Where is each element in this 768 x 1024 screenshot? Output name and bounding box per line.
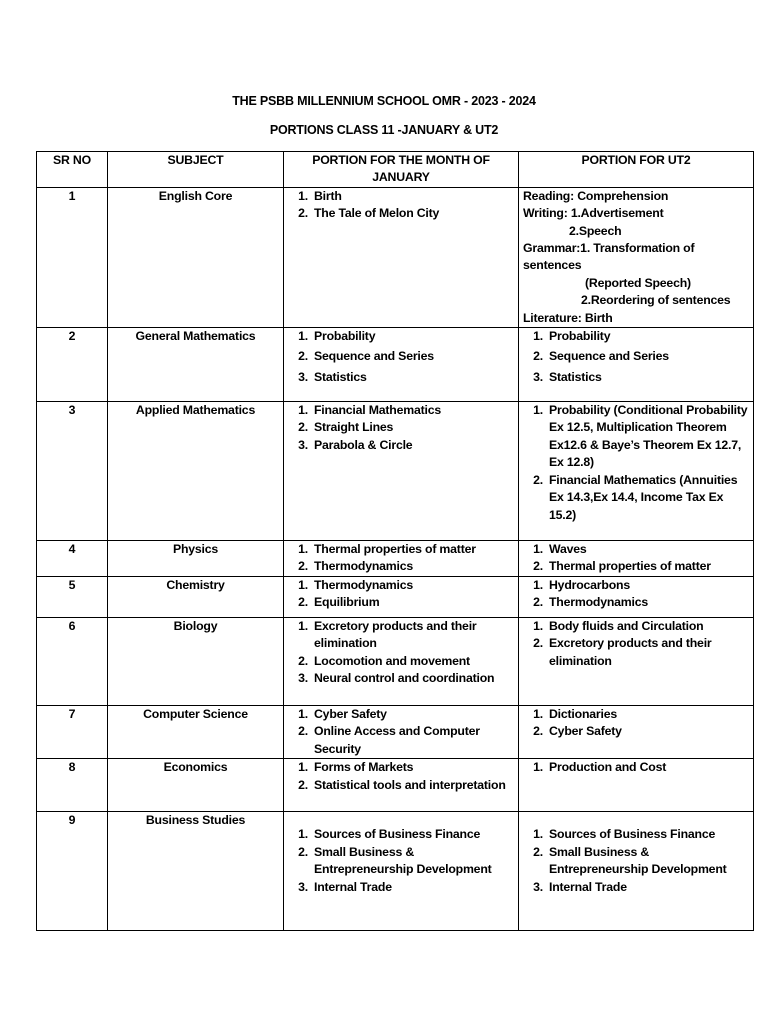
- list-item: [298, 879, 514, 896]
- ut2-text-block: [523, 188, 749, 327]
- list-item-text: Birth: [314, 188, 342, 203]
- list-item-number: 1.: [298, 707, 308, 722]
- list-item-number: 1.: [533, 329, 543, 344]
- list-item-text: The Tale of Melon City: [314, 206, 440, 221]
- numbered-list: [288, 577, 514, 612]
- list-item: [298, 759, 514, 776]
- header-ut2-portion: PORTION FOR UT2: [519, 152, 754, 188]
- ut2-portion-cell: [519, 706, 754, 759]
- subject-cell: Business Studies: [108, 812, 284, 931]
- list-item-number: 1.: [533, 707, 543, 722]
- numbered-list: [523, 618, 749, 670]
- january-portion-cell: [284, 618, 519, 706]
- ut2-portion-cell: [519, 187, 754, 327]
- portions-table: [36, 151, 754, 931]
- sr-no-cell: 3: [37, 402, 108, 541]
- subject-cell: General Mathematics: [108, 328, 284, 402]
- list-item-number: 2.: [298, 653, 308, 668]
- list-item: [298, 437, 514, 454]
- table-row: [37, 577, 754, 618]
- header-sr-no: SR NO: [37, 152, 108, 188]
- sr-no-cell: 6: [37, 618, 108, 706]
- list-item-text: Internal Trade: [314, 879, 392, 894]
- list-item-text: Forms of Markets: [314, 760, 414, 775]
- list-item-number: 3.: [533, 369, 543, 384]
- list-item-text: Cyber Safety: [549, 724, 622, 739]
- ut2-portion-cell: [519, 328, 754, 402]
- subject-cell: Applied Mathematics: [108, 402, 284, 541]
- ut2-text-line: 2.Speech: [569, 223, 622, 238]
- subject-cell: English Core: [108, 187, 284, 327]
- list-item-number: 1.: [298, 188, 308, 203]
- list-item-text: Thermodynamics: [314, 578, 414, 593]
- list-item-text: Statistics: [549, 369, 602, 384]
- numbered-list: [523, 577, 749, 612]
- subject-cell: Economics: [108, 759, 284, 812]
- list-item-number: 2.: [533, 472, 543, 487]
- subject-cell: Chemistry: [108, 577, 284, 618]
- list-item-number: 2.: [533, 724, 543, 739]
- ut2-portion-cell: [519, 812, 754, 931]
- list-item-text: Probability (Conditional Probability Ex 12.5, Multiplication Theorem Ex12.6 & Baye’s Theorem Ex 12.7, Ex 12.8): [549, 403, 748, 470]
- ut2-portion-cell: [519, 541, 754, 577]
- numbered-list: [523, 541, 749, 576]
- list-item: [298, 402, 514, 419]
- list-item-number: 2.: [533, 559, 543, 574]
- list-item-number: 2.: [298, 777, 308, 792]
- list-item: [298, 419, 514, 436]
- list-item-text: Equilibrium: [314, 595, 380, 610]
- list-item-number: 1.: [298, 403, 308, 418]
- january-portion-cell: [284, 759, 519, 812]
- list-item: [533, 402, 749, 472]
- list-item-text: Internal Trade: [549, 879, 627, 894]
- list-item-number: 1.: [533, 403, 543, 418]
- list-item-number: 2.: [298, 206, 308, 221]
- january-portion-cell: [284, 812, 519, 931]
- sr-no-cell: 1: [37, 187, 108, 327]
- sr-no-cell: 7: [37, 706, 108, 759]
- list-item-text: Thermodynamics: [314, 559, 414, 574]
- table-row: [37, 812, 754, 931]
- sr-no-cell: 2: [37, 328, 108, 402]
- list-item: [533, 706, 749, 723]
- table-row: [37, 618, 754, 706]
- list-item: [533, 558, 749, 575]
- list-item-number: 2.: [533, 349, 543, 364]
- numbered-list: [288, 759, 514, 794]
- numbered-list: [288, 826, 514, 896]
- ut2-portion-cell: [519, 759, 754, 812]
- list-item-number: 1.: [533, 619, 543, 634]
- sr-no-cell: 9: [37, 812, 108, 931]
- list-item-number: 2.: [298, 349, 308, 364]
- numbered-list: [288, 402, 514, 454]
- list-item-number: 1.: [533, 827, 543, 842]
- subject-cell: Biology: [108, 618, 284, 706]
- list-item-text: Financial Mathematics (Annuities Ex 14.3,Ex 14.4, Income Tax Ex 15.2): [549, 472, 738, 522]
- list-item: [298, 369, 514, 386]
- list-item-number: 3.: [298, 879, 308, 894]
- header-subject: SUBJECT: [108, 152, 284, 188]
- list-item: [533, 723, 749, 740]
- list-item: [533, 879, 749, 896]
- list-item-number: 2.: [298, 724, 308, 739]
- sr-no-cell: 5: [37, 577, 108, 618]
- list-item: [533, 844, 749, 879]
- list-item: [298, 577, 514, 594]
- table-row: [37, 706, 754, 759]
- sr-no-cell: 8: [37, 759, 108, 812]
- table-row: [37, 402, 754, 541]
- numbered-list: [288, 618, 514, 688]
- list-item-text: Body fluids and Circulation: [549, 619, 704, 634]
- list-item-number: 2.: [298, 844, 308, 859]
- list-item: [533, 328, 749, 345]
- list-item-text: Thermal properties of matter: [549, 559, 711, 574]
- sr-no-cell: 4: [37, 541, 108, 577]
- list-item: [298, 670, 514, 687]
- list-item-number: 2.: [298, 420, 308, 435]
- ut2-text-line: Grammar:1. Transformation of sentences: [523, 241, 695, 273]
- numbered-list: [288, 706, 514, 758]
- list-item-number: 1.: [298, 542, 308, 557]
- list-item-text: Cyber Safety: [314, 707, 387, 722]
- table-row: [37, 187, 754, 327]
- list-item-number: 2.: [533, 844, 543, 859]
- january-portion-cell: [284, 187, 519, 327]
- january-portion-cell: [284, 706, 519, 759]
- list-item: [298, 328, 514, 345]
- list-item: [298, 844, 514, 879]
- table-row: [37, 759, 754, 812]
- list-item-number: 3.: [298, 671, 308, 686]
- list-item-text: Statistical tools and interpretation: [314, 777, 506, 792]
- numbered-list: [288, 188, 514, 223]
- january-portion-cell: [284, 541, 519, 577]
- list-item: [533, 577, 749, 594]
- ut2-portion-cell: [519, 618, 754, 706]
- january-portion-cell: [284, 577, 519, 618]
- list-item: [533, 541, 749, 558]
- list-item-text: Sequence and Series: [549, 349, 669, 364]
- list-item: [533, 348, 749, 365]
- numbered-list: [288, 541, 514, 576]
- list-item-text: Thermal properties of matter: [314, 542, 476, 557]
- list-item-text: Sources of Business Finance: [314, 827, 481, 842]
- list-item-text: Excretory products and their elimination: [549, 636, 712, 668]
- list-item: [533, 369, 749, 386]
- list-item-number: 3.: [298, 437, 308, 452]
- numbered-list: [523, 328, 749, 386]
- school-title: THE PSBB MILLENNIUM SCHOOL OMR - 2023 - 2024: [232, 94, 536, 108]
- list-item-text: Waves: [549, 542, 587, 557]
- list-item-text: Probability: [314, 329, 376, 344]
- list-item-text: Statistics: [314, 369, 367, 384]
- ut2-text-line: 2.Reordering of sentences: [581, 293, 731, 308]
- list-item: [298, 348, 514, 365]
- list-item-text: Neural control and coordination: [314, 671, 495, 686]
- list-item: [298, 618, 514, 653]
- list-item: [533, 759, 749, 776]
- list-item-text: Parabola & Circle: [314, 437, 413, 452]
- list-item: [298, 826, 514, 843]
- numbered-list: [288, 328, 514, 386]
- ut2-portion-cell: [519, 402, 754, 541]
- list-item-number: 1.: [298, 827, 308, 842]
- list-item: [298, 777, 514, 794]
- ut2-text-line: Reading: Comprehension: [523, 188, 669, 203]
- table-header-row: [37, 152, 754, 188]
- list-item-text: Locomotion and movement: [314, 653, 470, 668]
- list-item-number: 1.: [533, 760, 543, 775]
- list-item-text: Online Access and Computer Security: [314, 724, 480, 756]
- list-item-text: Dictionaries: [549, 707, 617, 722]
- subject-cell: Computer Science: [108, 706, 284, 759]
- list-item: [298, 205, 514, 222]
- subject-cell: Physics: [108, 541, 284, 577]
- ut2-portion-cell: [519, 577, 754, 618]
- list-item-text: Thermodynamics: [549, 595, 649, 610]
- list-item-text: Production and Cost: [549, 760, 667, 775]
- list-item-number: 3.: [298, 369, 308, 384]
- list-item: [533, 594, 749, 611]
- list-item-number: 1.: [298, 329, 308, 344]
- list-item-text: Sources of Business Finance: [549, 827, 716, 842]
- list-item-text: Small Business & Entrepreneurship Development: [549, 844, 727, 877]
- table-row: [37, 541, 754, 577]
- ut2-text-line: (Reported Speech): [585, 275, 691, 290]
- list-item-number: 3.: [533, 879, 543, 894]
- list-item: [298, 653, 514, 670]
- list-item-number: 2.: [533, 636, 543, 651]
- numbered-list: [523, 759, 749, 776]
- january-portion-cell: [284, 402, 519, 541]
- list-item: [533, 826, 749, 843]
- list-item-number: 2.: [533, 595, 543, 610]
- list-item-number: 1.: [533, 578, 543, 593]
- list-item-number: 2.: [298, 595, 308, 610]
- numbered-list: [523, 402, 749, 524]
- list-item-text: Financial Mathematics: [314, 403, 442, 418]
- list-item: [533, 635, 749, 670]
- list-item: [533, 472, 749, 524]
- list-item-number: 1.: [298, 578, 308, 593]
- january-portion-cell: [284, 328, 519, 402]
- list-item-number: 1.: [298, 760, 308, 775]
- list-item-text: Small Business & Entrepreneurship Development: [314, 844, 492, 877]
- list-item: [533, 618, 749, 635]
- list-item-text: Excretory products and their elimination: [314, 619, 477, 651]
- list-item: [298, 723, 514, 758]
- ut2-text-line: Literature: Birth: [523, 310, 613, 325]
- list-item-text: Straight Lines: [314, 420, 394, 435]
- list-item-text: Probability: [549, 329, 611, 344]
- list-item-text: Hydrocarbons: [549, 578, 630, 593]
- list-item-text: Sequence and Series: [314, 349, 434, 364]
- list-item: [298, 541, 514, 558]
- numbered-list: [523, 706, 749, 741]
- list-item-number: 1.: [298, 619, 308, 634]
- list-item-number: 1.: [533, 542, 543, 557]
- table-row: [37, 328, 754, 402]
- list-item-number: 2.: [298, 559, 308, 574]
- document-subtitle: PORTIONS CLASS 11 -JANUARY & UT2: [269, 123, 499, 137]
- list-item: [298, 558, 514, 575]
- list-item: [298, 188, 514, 205]
- ut2-text-line: Writing: 1.Advertisement: [523, 206, 664, 221]
- numbered-list: [523, 826, 749, 896]
- list-item: [298, 594, 514, 611]
- list-item: [298, 706, 514, 723]
- header-january-portion: PORTION FOR THE MONTH OF JANUARY: [284, 152, 519, 188]
- table-body: [37, 187, 754, 930]
